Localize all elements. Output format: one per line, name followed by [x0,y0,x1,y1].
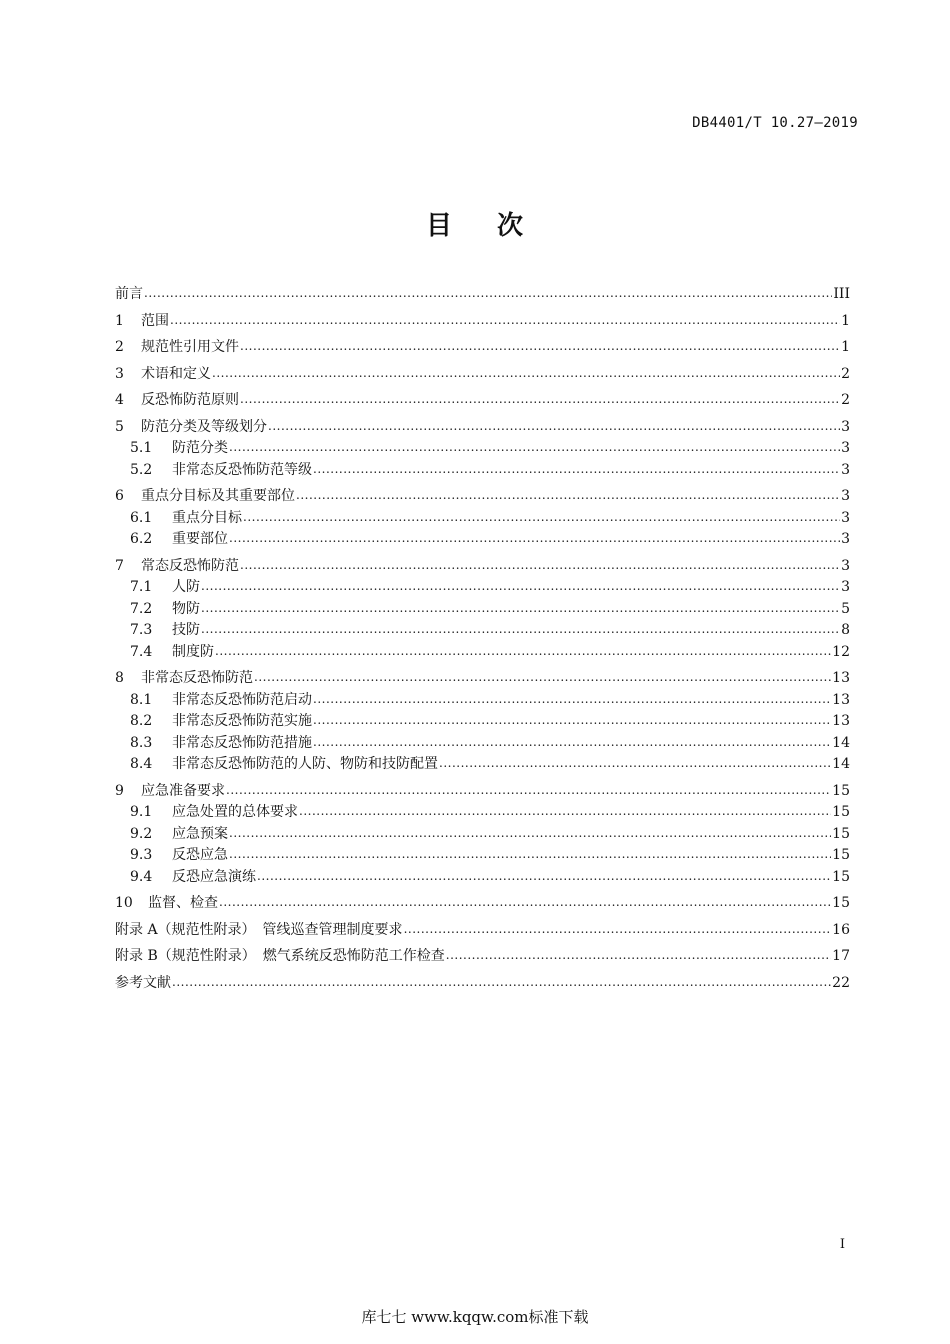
toc-entry-title: 物防 [172,600,200,617]
toc-entry-title: 附录 A（规范性附录） 管线巡查管理制度要求 [115,921,403,938]
toc-entry-number: 7.2 [130,600,153,617]
toc-entry[interactable] [115,577,850,599]
toc-entry-number: 8.2 [130,713,153,729]
toc-dot-leader [229,437,840,459]
toc-dot-leader [446,945,831,967]
toc-entry-title: 非常态反恐怖防范启动 [172,691,312,708]
toc-entry-page: 15 [832,804,850,820]
toc-entry-page: III [833,286,850,302]
toc-entry[interactable] [115,460,850,482]
toc-dot-leader [296,485,840,507]
toc-dot-leader [212,363,840,385]
toc-entry-number: 8.4 [130,756,153,772]
toc-entry-number: 9.1 [130,804,153,820]
toc-entry-number: 6.2 [130,531,153,547]
toc-entry-title: 制度防 [172,643,214,660]
toc-entry[interactable] [115,599,850,621]
toc-entry[interactable] [115,802,850,824]
toc-dot-leader [439,753,831,775]
toc-entry-title: 范围 [141,312,169,329]
toc-entry-page: 3 [841,579,850,595]
toc-entry-number: 8 [115,670,124,686]
toc-title-part1: 目 [425,211,453,241]
toc-entry-page: 15 [832,847,850,863]
toc-dot-leader [219,892,831,914]
toc-entry[interactable] [115,867,850,889]
toc-title [0,205,950,242]
toc-entry-number: 7 [115,557,124,574]
toc-entry-page: 1 [841,339,850,355]
toc-entry-number: 2 [115,339,124,355]
toc-entry-title: 技防 [172,622,200,638]
toc-entry-page: 12 [832,643,850,660]
toc-entry-title: 重要部位 [172,531,228,547]
toc-entry-page: 13 [832,691,850,708]
toc-entry-page: 2 [841,392,850,408]
toc-entry-number: 4 [115,392,124,408]
toc-entry-number: 9.3 [130,847,153,863]
toc-entry-page: 3 [841,557,850,574]
toc-entry-title: 非常态反恐怖防范措施 [172,734,312,751]
toc-entry-page: 2 [841,365,850,382]
toc-entry[interactable] [115,781,850,803]
toc-entry-page: 17 [832,948,850,964]
toc-entry[interactable] [115,893,850,915]
toc-dot-leader [240,555,840,577]
toc-entry-page: 14 [832,734,850,751]
toc-entry-number: 6.1 [130,509,153,526]
toc-entry-title: 前言 [115,286,143,302]
toc-entry-number: 8.1 [130,691,153,708]
toc-entry-number: 7.1 [130,579,153,595]
toc-dot-leader [172,972,831,994]
toc-dot-leader [404,919,832,941]
toc-entry[interactable] [115,920,850,942]
toc-entry-number: 7.3 [130,622,153,638]
toc-entry-page: 14 [832,756,850,772]
toc-entry[interactable] [115,668,850,690]
toc-entry-title: 重点分目标及其重要部位 [141,488,295,504]
toc-dot-leader [313,459,840,481]
toc-entry-title: 反恐应急演练 [172,868,256,885]
footer-watermark: 库七七 www.kqqw.com标准下载 [361,1308,589,1326]
toc-entry-number: 3 [115,365,124,382]
toc-dot-leader [201,598,840,620]
toc-entry-title: 反恐怖防范原则 [141,392,239,408]
toc-dot-leader [313,689,831,711]
toc-entry[interactable] [115,754,850,776]
toc-entry[interactable] [115,733,850,755]
toc-dot-leader [229,528,840,550]
toc-dot-leader [313,710,831,732]
toc-entry-number: 5.2 [130,461,153,478]
toc-entry[interactable] [115,845,850,867]
toc-entry[interactable] [115,556,850,578]
toc-entry-number: 1 [115,312,124,329]
toc-dot-leader [229,823,831,845]
toc-entry-title: 非常态反恐怖防范的人防、物防和技防配置 [172,756,438,772]
toc-dot-leader [257,866,831,888]
toc-entry-number: 7.4 [130,643,153,660]
toc-entry-page: 3 [841,531,850,547]
toc-dot-leader [240,389,840,411]
toc-entry[interactable] [115,284,850,306]
toc-entry[interactable] [115,620,850,642]
toc-entry-title: 非常态反恐怖防范等级 [172,461,312,478]
toc-dot-leader [201,576,840,598]
toc-entry-page: 15 [832,895,850,911]
toc-dot-leader [299,801,831,823]
toc-dot-leader [215,641,831,663]
toc-entry[interactable] [115,642,850,664]
toc-entry-page: 22 [832,974,850,991]
toc-entry-title: 附录 B（规范性附录） 燃气系统反恐怖防范工作检查 [115,948,445,964]
toc-dot-leader [201,619,840,641]
toc-dot-leader [240,336,840,358]
toc-entry-page: 15 [832,782,850,799]
toc-entry-title: 应急预案 [172,825,228,842]
toc-entry-number: 6 [115,488,124,504]
toc-dot-leader [268,416,840,438]
toc-entry-title: 应急准备要求 [141,782,225,799]
toc-entry-title: 应急处置的总体要求 [172,804,298,820]
toc-entry[interactable] [115,529,850,551]
toc-entry-page: 15 [832,825,850,842]
toc-dot-leader [243,507,840,529]
toc-entry-page: 16 [832,921,850,938]
toc-entry[interactable] [115,711,850,733]
toc-entry-title: 监督、检查 [148,895,218,911]
toc-dot-leader [313,732,831,754]
toc-entry-page: 3 [841,461,850,478]
toc-entry[interactable] [115,337,850,359]
toc-entry[interactable] [115,973,850,995]
toc-entry-number: 9.2 [130,825,153,842]
toc-entry-title: 常态反恐怖防范 [141,557,239,574]
toc-dot-leader [226,780,831,802]
toc-entry-number: 9.4 [130,868,153,885]
toc-entry-title: 反恐应急 [172,847,228,863]
toc-dot-leader [170,310,840,332]
toc-entry-title: 防范分类 [172,440,228,456]
toc-entry-title: 规范性引用文件 [141,339,239,355]
toc-entry-title: 防范分类及等级划分 [141,418,267,435]
toc-entry-number: 9 [115,782,124,799]
toc-entry[interactable] [115,311,850,333]
toc-dot-leader [254,667,831,689]
toc-entry-number: 5 [115,418,124,435]
page-number: I [839,1237,845,1252]
toc-entry-page: 13 [832,713,850,729]
toc-entry[interactable] [115,824,850,846]
toc-title-part2: 次 [497,211,525,241]
toc-entry-page: 1 [841,312,850,329]
toc-entry[interactable] [115,390,850,412]
table-of-contents [115,284,850,994]
toc-entry[interactable] [115,508,850,530]
toc-entry-page: 8 [841,622,850,638]
toc-entry-page: 5 [841,600,850,617]
toc-entry-page: 15 [832,868,850,885]
toc-entry[interactable] [115,364,850,386]
toc-entry[interactable] [115,486,850,508]
toc-entry-title: 非常态反恐怖防范 [141,670,253,686]
toc-entry[interactable] [115,417,850,439]
toc-entry-number: 10 [115,895,133,911]
toc-entry-title: 人防 [172,579,200,595]
toc-entry-page: 3 [841,509,850,526]
toc-entry-number: 5.1 [130,440,153,456]
toc-entry-page: 3 [841,418,850,435]
toc-entry[interactable] [115,438,850,460]
toc-dot-leader [144,283,832,305]
toc-entry-page: 3 [841,440,850,456]
toc-dot-leader [229,844,831,866]
toc-entry-title: 非常态反恐怖防范实施 [172,713,312,729]
toc-entry-title: 重点分目标 [172,509,242,526]
toc-entry-page: 3 [841,488,850,504]
toc-entry[interactable] [115,690,850,712]
toc-entry-page: 13 [832,670,850,686]
toc-entry-title: 参考文献 [115,974,171,991]
toc-entry-title: 术语和定义 [141,365,211,382]
toc-entry[interactable] [115,946,850,968]
toc-entry-number: 8.3 [130,734,153,751]
document-code: DB4401/T 10.27—2019 [692,115,858,131]
